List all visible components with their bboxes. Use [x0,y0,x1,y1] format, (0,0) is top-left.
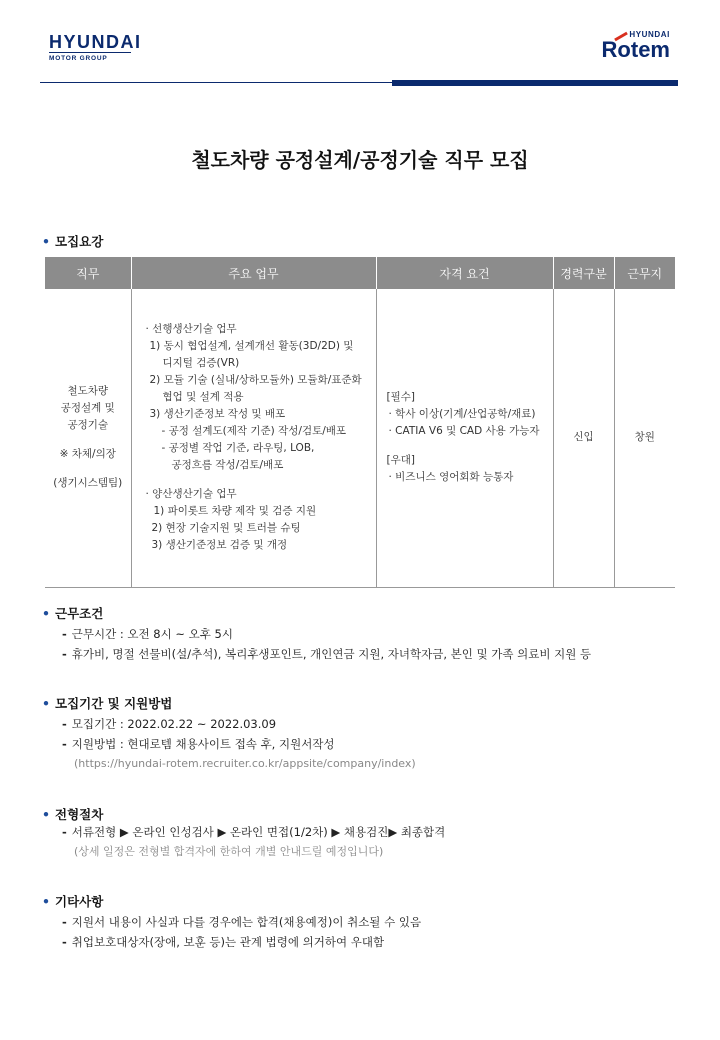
list-item: - 휴가비, 명절 선물비(설/추석), 복리후생포인트, 개인연금 지원, 자녀학자금, 본인 및 가족 의료비 지원 등 [62,647,592,661]
bullet-icon: • [42,696,50,711]
apply-url-note: (https://hyundai-rotem.recruiter.co.kr/appsite/company/index) [74,757,416,770]
section-heading-conditions: • 근무조건 [42,606,104,621]
process-list [62,822,445,862]
column-header: 근무지 [614,257,675,289]
page-title: 철도차량 공정설계/공정기술 직무 모집 [191,148,529,172]
bullet-icon: • [42,894,50,909]
section-heading-recruit: • 모집요강 [42,234,104,249]
list-item: - 지원방법 : 현대로템 채용사이트 접속 후, 지원서작성 [62,737,335,751]
location-cell: 창원 [614,289,675,587]
header-divider-thick [392,80,678,86]
bullet-icon: • [42,606,50,621]
period-list [62,714,416,774]
section-heading-process: • 전형절차 [42,807,104,822]
list-item: - 모집기간 : 2022.02.22 ~ 2022.03.09 [62,717,277,731]
recruit-table [45,257,675,588]
hyundai-motor-group-logo: HYUNDAI MOTOR GROUP [49,32,142,62]
column-header: 주요 업무 [131,257,376,289]
process-note: (상세 일정은 전형별 합격자에 한하여 개별 안내드릴 예정입니다) [74,845,384,858]
table-header-row [45,257,675,289]
career-cell: 신입 [553,289,614,587]
conditions-list [62,624,591,664]
section-heading-period: • 모집기간 및 지원방법 [42,696,173,711]
list-item: - 서류전형 ▶ 온라인 인성검사 ▶ 온라인 면접(1/2차) ▶ 채용검진▶ 최종합격 [62,825,446,839]
bullet-icon: • [42,807,50,822]
header-divider-thin [40,82,392,83]
section-heading-etc: • 기타사항 [42,894,104,909]
bullet-icon: • [42,234,50,249]
job-cell: 철도차량 공정설계 및 공정기술 ※ 차체/의장 (생기시스템팀) [45,289,131,587]
duties-cell: · 선행생산기술 업무 1) 동시 협업설계, 설계개선 활동(3D/2D) 및 디지털 검증(VR) 2) 모듈 기술 (실내/상하모듈外) 모듈화/표준화 협업 및 설계 적용 3) 생산기준정보 작성 및 배포 - 공정 설계도(제작 기준) 작성/검토/배포 - 공정별 작업 기준, 라우팅, LOB, 공정흐름 작성/검토/배포 · 양산생산기술 업무 1) 파이롯트 차량 제작 및 검증 지원 2) 현장 기술지원 및 트러블 슈팅 3) 생산기준정보 검증 및 개정 [131,289,376,587]
page-header [0,0,720,90]
list-item: - 취업보호대상자(장애, 보훈 등)는 관계 법령에 의거하여 우대함 [62,935,385,949]
column-header: 경력구분 [553,257,614,289]
etc-list [62,912,421,952]
list-item: - 근무시간 : 오전 8시 ~ 오후 5시 [62,627,233,641]
column-header: 직무 [45,257,131,289]
qualifications-cell: [필수] · 학사 이상(기계/산업공학/재료) · CATIA V6 및 CAD 사용 가능자 [우대] · 비즈니스 영어회화 능통자 [376,289,553,587]
table-row [45,289,675,587]
column-header: 자격 요건 [376,257,553,289]
hyundai-rotem-logo: HYUNDAI Rotem [601,30,670,62]
list-item: - 지원서 내용이 사실과 다를 경우에는 합격(채용예정)이 취소될 수 있음 [62,915,422,929]
